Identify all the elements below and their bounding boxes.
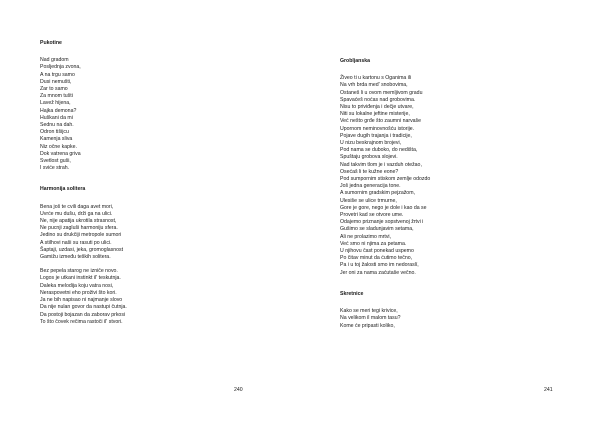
verse-line: Osećaš li te kužne eone? (340, 168, 399, 175)
verse-line: Niz očne kapke. (40, 143, 77, 150)
poem-title: Pukotine (40, 40, 62, 46)
verse-line: Lavež hijena, (40, 100, 71, 107)
verse-line: Upornom neminovnošću istorije. (340, 125, 415, 132)
verse-line: Ulesiše se ulice trmurne, (340, 197, 397, 204)
right-page (300, 0, 600, 423)
verse-line: Niti su lokalne jeftine misterije, (340, 111, 410, 118)
verse-line: A stilhovi naši su rasuti po ulici. (40, 239, 112, 246)
verse-line: Pa i u toj žalosti smo im nedoraslí, (340, 262, 419, 269)
verse-line: Živeo ti u kartonu s Oganima ili (340, 75, 412, 82)
verse-line: Daleka melodija koju vatra nosi, (40, 282, 114, 289)
verse-line: Dok vatrena griva (40, 150, 81, 157)
verse-line: Ali ne prolazimo mrtvi, (340, 233, 392, 240)
verse-line: Bena još te cvili daga avet mori, (40, 203, 114, 210)
verse-line: Dusi nemušti, (40, 78, 72, 85)
verse-line: To što čovek rečima rastoči il' stvori. (40, 318, 123, 325)
verse-line: Pod nama se duboko, do nedišta, (340, 147, 418, 154)
verse-line: Po čitav minut da ćutimo tečno, (340, 255, 413, 262)
verse-line: Da postoji bojazan da zaborav prkosi (40, 311, 126, 318)
verse-line: Kamenja sliva (40, 136, 73, 143)
poem-title: Harmonija solitera (40, 186, 86, 193)
verse-line: Ne, nije apatija ukrotila strasnost, (40, 218, 117, 225)
page-number: 241 (544, 387, 553, 393)
right-page-text (340, 58, 560, 330)
verse-line: Kome će pripasti koliko, (340, 322, 395, 329)
verse-line: Neraspovetni eho proživi što kori. (40, 289, 117, 296)
verse-line: Ja ne bih napisao ni najmanje slovo (40, 297, 123, 304)
verse-line: Logos je utkani instinkt il' teskutnja. (40, 275, 121, 282)
verse-line: Spuštaju grobova slojevi. (340, 154, 398, 161)
verse-line: Za mnom tušti (40, 93, 73, 100)
verse-line: Još jedna generacija tone. (340, 183, 401, 190)
verse-line: Provetri kad se otvore ume. (340, 212, 404, 219)
verse-line: Bez pepela starog ne izniče novo. (40, 268, 118, 275)
verse-line: Gamižu između teških solitera. (40, 254, 111, 261)
verse-line: Već smo ni njima za petama. (340, 240, 407, 247)
verse-line: Kako se meri tegi krivice, (340, 308, 398, 315)
stanza (40, 204, 260, 262)
stanza (340, 308, 560, 330)
verse-line: Gušimo se sladunjavim setama, (340, 226, 414, 233)
verse-line: Jer oni za nama zaćutaše večno. (340, 269, 416, 276)
verse-line: I sviće strah. (40, 165, 70, 172)
stanza (40, 268, 260, 326)
verse-line: Šaptaji, uzdasi, jeka, gromoglasnost (40, 246, 124, 253)
verse-line: Spavaćeš noćas nad grobovima. (340, 96, 416, 103)
verse-line: Ostaneš li u ovom memljivom gradu (340, 89, 423, 96)
verse-line: Da nije nulan govor da nastupi čutnja. (40, 304, 127, 311)
verse-line: U nizu beskrajnom brojevi, (340, 140, 402, 147)
verse-line: Uvrće mu dušu, drži ga na ulici. (40, 210, 113, 217)
verse-line: Svetlost guši, (40, 158, 71, 165)
verse-line: Odajemo priznanje sopstvenoj žrtvi i (340, 219, 424, 226)
verse-line: Zar to samo (40, 86, 68, 93)
verse-line: A sumornim gradskim pejzažom, (340, 190, 415, 197)
verse-line: Posljednja zvona, (40, 64, 81, 71)
verse-line: Sednu na dah. (40, 122, 74, 129)
verse-line: U njihovu čast ponekad uspemo (340, 248, 414, 255)
page-number: 240 (234, 387, 243, 393)
verse-line: Gore je gore, nego je dole i kao da se (340, 204, 427, 211)
stanza (340, 75, 560, 277)
verse-line: Huškani da mi (40, 114, 73, 121)
verse-line: Na vrh brda med' snobovima, (340, 82, 408, 89)
verse-line: Pod sumpornim stiskom zemlje odozdo (340, 176, 431, 183)
verse-line: A na trgu samo (40, 71, 75, 78)
verse-line: Nad takvim tlom je i vazduh otežao, (340, 161, 422, 168)
verse-line: Na velikom il malom tasu? (340, 315, 401, 322)
verse-line: Nisu to priviđenja i dečje utvare, (340, 104, 414, 111)
verse-line: Nad gradom (40, 57, 69, 64)
poem-title: Skretnice (340, 290, 364, 297)
stanza (40, 57, 260, 172)
poem-title: Grobljanska (340, 58, 370, 64)
verse-line: Hajka demona? (40, 107, 77, 114)
verse-line: Već nešto grđe što zaumni narvaše (340, 118, 422, 125)
verse-line: Ne pucnji zagluši harmoniju sfera. (40, 225, 118, 232)
verse-line: Pojave dugih trajanja i tradicije, (340, 132, 412, 139)
left-page-text (40, 40, 260, 326)
verse-line: Jedino su drukčiji metropole sumori (40, 232, 122, 239)
verse-line: Odron tišijcu (40, 129, 69, 136)
